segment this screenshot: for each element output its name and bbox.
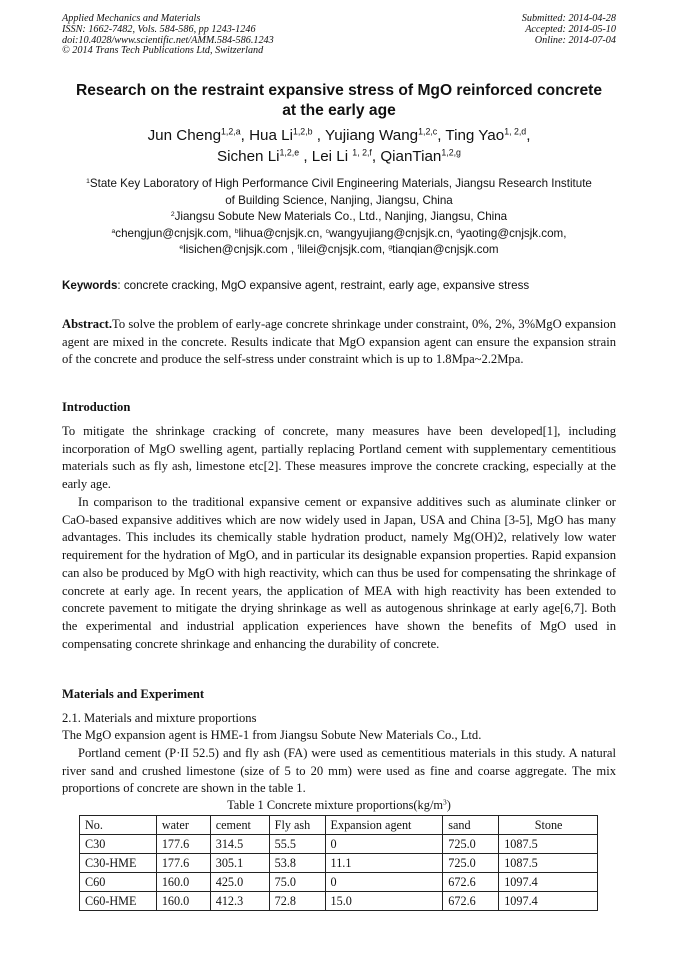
author-line-1 [62, 125, 616, 146]
table-cell: 160.0 [156, 873, 210, 892]
table-cell: 1087.5 [499, 854, 598, 873]
abstract [62, 316, 616, 369]
table-cell: 1097.4 [499, 892, 598, 911]
introduction-heading: Introduction [62, 400, 131, 414]
author-email[interactable]: $^f$lilei@cnjsjk.com [297, 243, 382, 257]
author-line-2 [62, 146, 616, 167]
table-row [80, 854, 598, 873]
table-header-cell: Fly ash [269, 816, 325, 835]
table-row [80, 835, 598, 854]
table-cell: 1087.5 [499, 835, 598, 854]
email-line-2: $^e$lisichen@cnjsjk.com , $^f$lilei@cnjsjk.com, $^g$tianqian@cnjsjk.com [179, 243, 499, 257]
title-line-2: at the early age [282, 102, 396, 119]
table-cell: 11.1 [325, 854, 443, 873]
table-header-cell: sand [443, 816, 499, 835]
online-date: Online: 2014-07-04 [534, 34, 616, 46]
table-cell: 177.6 [156, 854, 210, 873]
table-cell: 75.0 [269, 873, 325, 892]
accepted-date: Accepted: 2014-05-10 [525, 23, 616, 35]
table-cell: C30 [80, 835, 157, 854]
author: Yujiang Wang$^{1,2,c}$, [324, 126, 446, 144]
publication-dates [522, 14, 616, 46]
affiliation-1-cont: of Building Science, Nanjing, Jiangsu, China [225, 193, 453, 207]
author: Hua Li$^{1,2,b}$ , [249, 126, 321, 144]
table-cell: C60 [80, 873, 157, 892]
table-cell: 412.3 [210, 892, 269, 911]
table-cell: 160.0 [156, 892, 210, 911]
keywords [62, 278, 616, 293]
author-email[interactable]: $^g$tianqian@cnjsjk.com [388, 243, 499, 257]
table-cell: 725.0 [443, 835, 499, 854]
materials-subheading: 2.1. Materials and mixture proportions [62, 711, 257, 725]
table-cell: C60-HME [80, 892, 157, 911]
abstract-label: Abstract. [62, 317, 113, 331]
affiliation-2: $^2$Jiangsu Sobute New Materials Co., Ltd., Nanjing, Jiangsu, China [170, 210, 508, 224]
author: Ting Yao$^{1, 2,d}$, [445, 126, 531, 144]
submitted-date: Submitted: 2014-04-28 [521, 13, 616, 24]
journal-name: Applied Mechanics and Materials [62, 13, 201, 24]
table-cell: 53.8 [269, 854, 325, 873]
introduction-paragraph-1: To mitigate the shrinkage cracking of concrete, many measures have been developed[1], including incorporation of MgO swelling agent, partially replacing Portland cement with supplementary cementitious materials such as fly ash, limestone etc[2]. These measures improve the concrete cracking, especially at the early age. [62, 424, 616, 492]
materials-paragraph-2: Portland cement (P·II 52.5) and fly ash (FA) were used as cementitious materials in this study. A natural river sand and crushed limestone (size of 5 to 20 mm) were used as fine and coarse aggregate. The mix proportions of concrete are shown in the table 1. [62, 746, 616, 796]
table-cell: 0 [325, 873, 443, 892]
journal-copyright: © 2014 Trans Tech Publications Ltd, Switzerland [62, 45, 264, 57]
table-cell: C30-HME [80, 854, 157, 873]
table-cell: 305.1 [210, 854, 269, 873]
mixture-proportions-table [79, 815, 598, 911]
table-row [80, 873, 598, 892]
materials-paragraph-1: The MgO expansion agent is HME-1 from Jiangsu Sobute New Materials Co., Ltd. [62, 728, 482, 742]
author-email[interactable]: $^e$lisichen@cnjsjk.com [179, 243, 288, 257]
table-header-cell: Expansion agent [325, 816, 443, 835]
journal-info [62, 14, 274, 57]
paper-title [62, 81, 616, 121]
table-header-cell: Stone [499, 816, 598, 835]
author-list [62, 125, 616, 167]
keywords-label: Keywords [62, 279, 118, 292]
keywords-text: : concrete cracking, MgO expansive agent, restraint, early age, expansive stress [117, 279, 530, 292]
table-cell: 425.0 [210, 873, 269, 892]
author-email[interactable]: $^a$chengjun@cnjsjk.com [111, 226, 229, 240]
table-cell: 314.5 [210, 835, 269, 854]
affiliations [62, 176, 616, 259]
materials-heading: Materials and Experiment [62, 687, 205, 701]
journal-issn: ISSN: 1662-7482, Vols. 584-586, pp 1243-1246 [62, 23, 256, 35]
table-caption: Table 1 Concrete mixture $proportions(kg/m^3)$ [227, 797, 451, 812]
table-cell: 672.6 [443, 892, 499, 911]
title-line-1: Research on the restraint expansive stress of MgO reinforced concrete [75, 82, 603, 99]
abstract-text: To solve the problem of early-age concrete shrinkage under constraint, 0%, 2%, 3%MgO expansion agent are mixed in the concrete. Results indicate that MgO expansion agent can ensure the expansion strain of the concrete and produce the self-stress under constraint which is up to 1.8Mpa~2.2Mpa. [62, 317, 616, 367]
journal-doi: doi:10.4028/www.scientific.net/AMM.584-586.1243 [62, 34, 274, 46]
table-row [80, 892, 598, 911]
table-header-cell: cement [210, 816, 269, 835]
author: QianTian$^{1,2,g}$ [380, 147, 461, 165]
author: Lei Li $^{1, 2,f}$, [311, 147, 381, 165]
author: Jun Cheng$^{1,2,a}$, [147, 126, 250, 144]
author: Sichen Li$^{1,2,e}$ , [217, 147, 312, 165]
author-email[interactable]: $^b$lihua@cnjsjk.cn [234, 226, 320, 240]
table-cell: 672.6 [443, 873, 499, 892]
table-header-cell: water [156, 816, 210, 835]
table-cell: 0 [325, 835, 443, 854]
author-email[interactable]: $^d$yaoting@cnjsjk.com [456, 226, 564, 240]
email-line-1: $^a$chengjun@cnjsjk.com, $^b$lihua@cnjsjk.cn, $^c$wangyujiang@cnjsjk.cn, $^d$yaoting@cnjsjk.com, [111, 226, 567, 240]
table-header-cell: No. [80, 816, 157, 835]
table-cell: 177.6 [156, 835, 210, 854]
table-cell: 15.0 [325, 892, 443, 911]
table-cell: 725.0 [443, 854, 499, 873]
author-email[interactable]: $^c$wangyujiang@cnjsjk.cn [325, 226, 450, 240]
table-cell: 1097.4 [499, 873, 598, 892]
table-header-row [80, 816, 598, 835]
table-cell: 55.5 [269, 835, 325, 854]
table-cell: 72.8 [269, 892, 325, 911]
affiliation-1: $^1$State Key Laboratory of High Performance Civil Engineering Materials, Jiangsu Research Institute [86, 177, 592, 190]
introduction-paragraph-2: In comparison to the traditional expansive cement or expansive additives such as aluminate clinker or CaO-based expansive additives which are now widely used in Japan, USA and China [3-5], MgO has many advantages. This includes its chemically stable hydration product, namely Mg(OH)2, relatively low water requirement for the hydration of MgO, and in particular its designable expansion properties. Rapid expansion can also be produced by MgO with high reactivity, which can thus be used for compensating the shrinkage of concrete at early age. In recent years, the application of MEA with high reactivity has been extended to concrete pavement to mitigate the drying shrinkage as well as autogenous shrinkage at early age[6,7]. Both the experimental and industrial application experiences have shown the benefits of MgO used in compensating concrete shrinkage and enhancing the durability of concrete. [62, 495, 616, 651]
